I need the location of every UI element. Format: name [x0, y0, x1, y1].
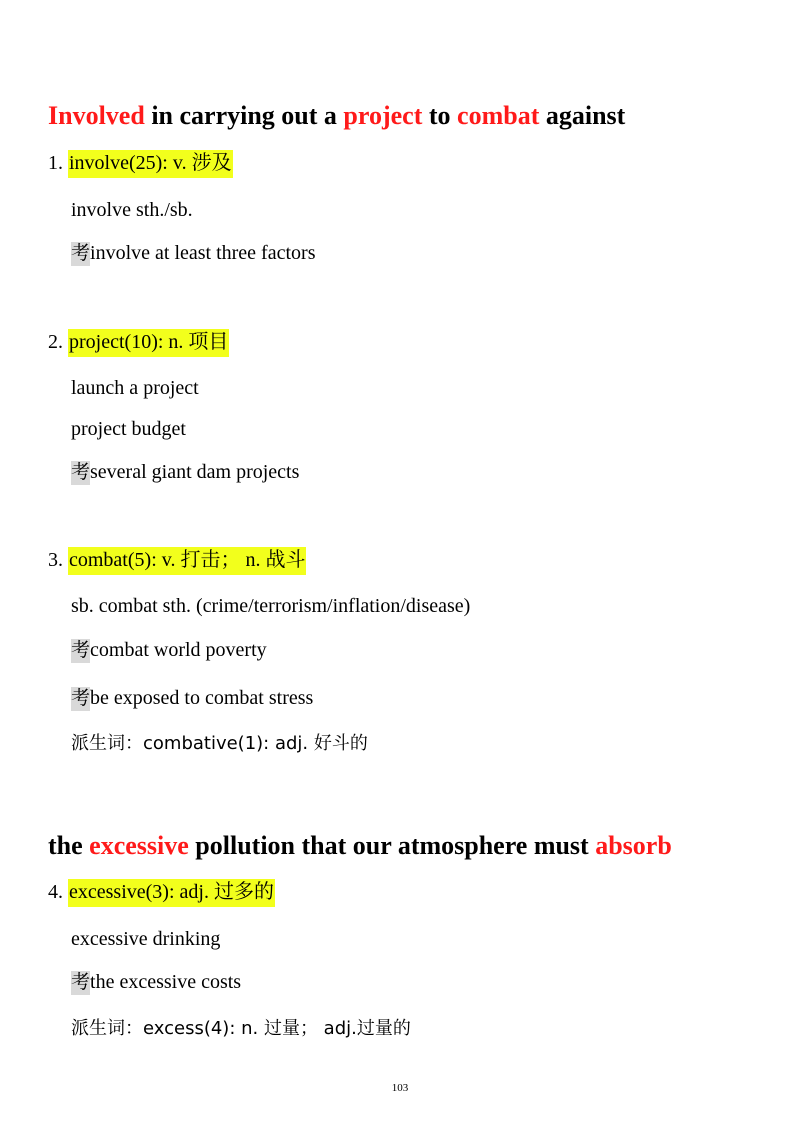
heading-keyword: Involved [48, 101, 145, 130]
heading-keyword: project [343, 101, 423, 130]
heading-keyword: combat [457, 101, 540, 130]
heading-keyword: absorb [595, 831, 672, 860]
entry-4-usage: excessive drinking [71, 928, 221, 950]
exam-example-text: be exposed to combat stress [90, 687, 314, 709]
entry-number: 3. [48, 549, 68, 571]
entry-4-derivative: 派生词：excess(4): n. 过量； adj.过量的 [71, 1018, 411, 1039]
entry-3-derivative: 派生词：combative(1): adj. 好斗的 [71, 733, 368, 754]
heading-keyword: excessive [89, 831, 189, 860]
entry-2-usage-1: launch a project [71, 377, 199, 399]
entry-3-exam-example-2 [71, 687, 313, 711]
entry-4-term-line [48, 882, 275, 902]
highlighted-term: combat(5): v. 打击； n. 战斗 [68, 547, 306, 575]
heading-text: the [48, 831, 90, 860]
entry-3-exam-example-1 [71, 639, 267, 663]
highlighted-term: project(10): n. 项目 [68, 329, 229, 357]
entry-2-exam-example [71, 461, 299, 485]
entry-2-usage-2: project budget [71, 418, 186, 440]
heading-text: pollution that our atmosphere must [188, 831, 596, 860]
exam-marker: 考 [71, 461, 91, 483]
section-heading-2 [48, 833, 672, 859]
entry-3-usage: sb. combat sth. (crime/terrorism/inflation/disease) [71, 595, 471, 617]
entry-number: 1. [48, 152, 68, 174]
section-heading-1 [48, 103, 625, 129]
entry-3-term-line [48, 550, 306, 570]
highlighted-term: involve(25): v. 涉及 [68, 150, 233, 178]
heading-text: in carrying out a [144, 101, 344, 130]
exam-example-text: several giant dam projects [90, 461, 300, 483]
page-number: 103 [391, 1082, 409, 1094]
heading-text: against [539, 101, 626, 130]
entry-1-term-line [48, 153, 233, 173]
exam-example-text: the excessive costs [90, 971, 242, 993]
exam-example-text: combat world poverty [90, 639, 267, 661]
entry-2-term-line [48, 332, 229, 352]
exam-marker: 考 [71, 639, 91, 661]
entry-1-exam-example [71, 242, 315, 266]
exam-marker: 考 [71, 242, 91, 264]
exam-example-text: involve at least three factors [90, 242, 316, 264]
entry-1-usage: involve sth./sb. [71, 199, 193, 221]
entry-4-exam-example [71, 971, 241, 995]
exam-marker: 考 [71, 971, 91, 993]
highlighted-term: excessive(3): adj. 过多的 [68, 879, 275, 907]
entry-number: 4. [48, 881, 68, 903]
entry-number: 2. [48, 331, 68, 353]
exam-marker: 考 [71, 687, 91, 709]
heading-text: to [422, 101, 458, 130]
